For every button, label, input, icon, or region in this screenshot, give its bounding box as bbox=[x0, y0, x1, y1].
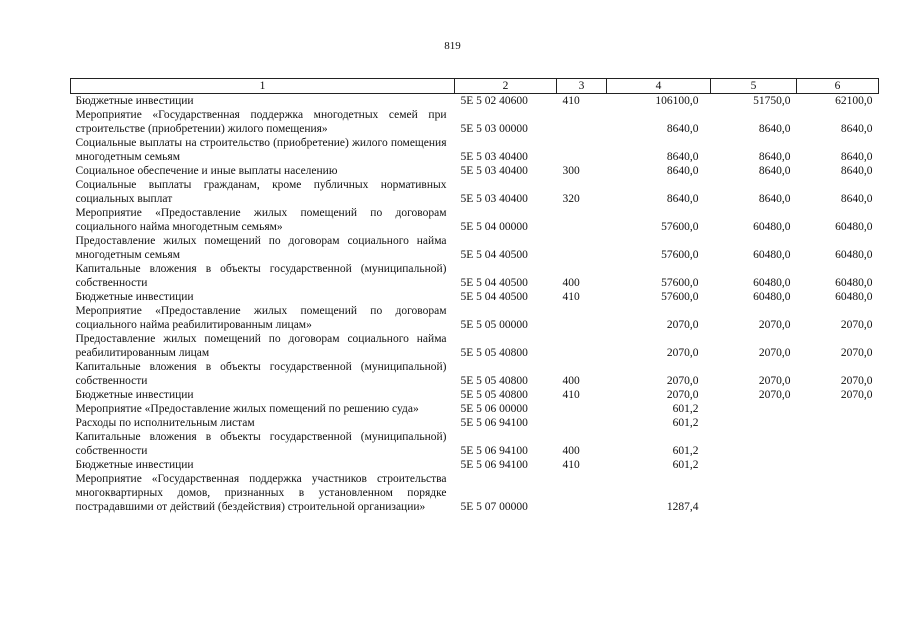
row-value-col6: 60480,0 bbox=[835, 249, 873, 261]
row-name: Расходы по исполнительным листам bbox=[75, 417, 255, 429]
table-row bbox=[71, 458, 879, 472]
row-expense-type bbox=[557, 206, 607, 234]
row-code: 5Е 5 03 00000 bbox=[460, 123, 528, 135]
row-expense-type bbox=[557, 402, 607, 416]
row-name: Капитальные вложения в объекты государственной (муниципальной) собственности bbox=[75, 361, 447, 387]
row-expense-type: 410 bbox=[562, 389, 580, 401]
row-name: Социальные выплаты гражданам, кроме публичных нормативных социальных выплат bbox=[75, 179, 447, 205]
budget-table bbox=[70, 78, 879, 514]
row-value-col6: 8640,0 bbox=[840, 193, 873, 205]
row-value-col5: 2070,0 bbox=[758, 375, 791, 387]
row-value-col4: 601,2 bbox=[672, 417, 699, 429]
row-value-col4: 1287,4 bbox=[666, 501, 699, 513]
row-value-col6: 60480,0 bbox=[835, 221, 873, 233]
table-row bbox=[71, 178, 879, 206]
row-value-col5: 60480,0 bbox=[753, 221, 791, 233]
row-value-col5 bbox=[711, 472, 797, 514]
row-name: Бюджетные инвестиции bbox=[75, 389, 194, 401]
row-value-col4: 8640,0 bbox=[666, 193, 699, 205]
row-value-col4: 601,2 bbox=[672, 445, 699, 457]
row-value-col5: 60480,0 bbox=[753, 249, 791, 261]
row-code: 5Е 5 03 40400 bbox=[460, 151, 528, 163]
row-value-col6 bbox=[797, 416, 879, 430]
row-value-col4: 8640,0 bbox=[666, 165, 699, 177]
table-row bbox=[71, 402, 879, 416]
row-code: 5Е 5 06 94100 bbox=[460, 445, 528, 457]
table-row bbox=[71, 360, 879, 388]
row-value-col4: 2070,0 bbox=[666, 347, 699, 359]
row-code: 5Е 5 05 00000 bbox=[460, 319, 528, 331]
row-value-col5: 2070,0 bbox=[758, 347, 791, 359]
row-value-col5: 8640,0 bbox=[758, 123, 791, 135]
row-name: Мероприятие «Предоставление жилых помещений по договорам социального найма реабилитированным лицам» bbox=[75, 305, 447, 331]
header-col-1: 1 bbox=[71, 79, 455, 94]
table-row bbox=[71, 332, 879, 360]
row-value-col6: 8640,0 bbox=[840, 123, 873, 135]
header-col-4: 4 bbox=[607, 79, 711, 94]
header-col-6: 6 bbox=[797, 79, 879, 94]
row-value-col5: 2070,0 bbox=[758, 389, 791, 401]
row-value-col6: 8640,0 bbox=[840, 165, 873, 177]
row-code: 5Е 5 06 94100 bbox=[460, 417, 528, 429]
row-expense-type bbox=[557, 416, 607, 430]
table-row bbox=[71, 206, 879, 234]
row-code: 5Е 5 03 40400 bbox=[460, 193, 528, 205]
row-value-col6: 2070,0 bbox=[840, 375, 873, 387]
row-code: 5Е 5 07 00000 bbox=[460, 501, 528, 513]
table-body bbox=[71, 94, 879, 515]
row-name: Социальные выплаты на строительство (приобретение) жилого помещения многодетным семьям bbox=[75, 137, 447, 163]
row-value-col4: 57600,0 bbox=[661, 221, 699, 233]
row-expense-type: 320 bbox=[562, 193, 580, 205]
table-row bbox=[71, 108, 879, 136]
row-expense-type: 410 bbox=[562, 459, 580, 471]
header-row bbox=[71, 79, 879, 94]
row-name: Капитальные вложения в объекты государственной (муниципальной) собственности bbox=[75, 431, 447, 457]
row-value-col6: 2070,0 bbox=[840, 347, 873, 359]
row-value-col4: 601,2 bbox=[672, 403, 699, 415]
row-value-col4: 2070,0 bbox=[666, 389, 699, 401]
row-code: 5Е 5 04 40500 bbox=[460, 277, 528, 289]
row-expense-type: 400 bbox=[562, 277, 580, 289]
row-name: Мероприятие «Государственная поддержка участников строительства многоквартирных домов, признанных в установленном порядке пострадавшими от действий (бездействия) строительной организации» bbox=[75, 473, 447, 513]
row-value-col6 bbox=[797, 458, 879, 472]
table-row bbox=[71, 290, 879, 304]
row-value-col4: 57600,0 bbox=[661, 249, 699, 261]
row-code: 5Е 5 06 94100 bbox=[460, 459, 528, 471]
header-col-3: 3 bbox=[557, 79, 607, 94]
table-row bbox=[71, 164, 879, 178]
page-number: 819 bbox=[444, 40, 461, 52]
row-expense-type bbox=[557, 472, 607, 514]
row-code: 5Е 5 04 00000 bbox=[460, 221, 528, 233]
row-value-col5 bbox=[711, 416, 797, 430]
row-name: Мероприятие «Предоставление жилых помещений по договорам социального найма многодетным семьям» bbox=[75, 207, 447, 233]
row-expense-type: 400 bbox=[562, 445, 580, 457]
row-name: Социальное обеспечение и иные выплаты населению bbox=[75, 165, 338, 177]
row-value-col6 bbox=[797, 402, 879, 416]
row-value-col6: 62100,0 bbox=[835, 95, 873, 107]
table-row bbox=[71, 262, 879, 290]
row-code: 5Е 5 02 40600 bbox=[460, 95, 528, 107]
row-value-col4: 601,2 bbox=[672, 459, 699, 471]
row-expense-type bbox=[557, 332, 607, 360]
row-value-col4: 106100,0 bbox=[655, 95, 699, 107]
table-row bbox=[71, 94, 879, 109]
header-col-5: 5 bbox=[711, 79, 797, 94]
row-name: Бюджетные инвестиции bbox=[75, 95, 194, 107]
row-name: Бюджетные инвестиции bbox=[75, 459, 194, 471]
table-row bbox=[71, 430, 879, 458]
row-value-col6: 2070,0 bbox=[840, 319, 873, 331]
row-value-col6: 2070,0 bbox=[840, 389, 873, 401]
row-value-col4: 2070,0 bbox=[666, 319, 699, 331]
row-name: Мероприятие «Предоставление жилых помещений по решению суда» bbox=[75, 403, 419, 415]
table-row bbox=[71, 304, 879, 332]
row-value-col4: 57600,0 bbox=[661, 291, 699, 303]
row-value-col6 bbox=[797, 430, 879, 458]
row-expense-type bbox=[557, 108, 607, 136]
row-expense-type bbox=[557, 234, 607, 262]
row-value-col4: 57600,0 bbox=[661, 277, 699, 289]
row-code: 5Е 5 05 40800 bbox=[460, 375, 528, 387]
table-row bbox=[71, 472, 879, 514]
row-value-col5: 60480,0 bbox=[753, 291, 791, 303]
row-value-col5 bbox=[711, 430, 797, 458]
row-name: Предоставление жилых помещений по договорам социального найма реабилитированным лицам bbox=[75, 333, 447, 359]
row-value-col5: 60480,0 bbox=[753, 277, 791, 289]
table-row bbox=[71, 416, 879, 430]
row-expense-type: 400 bbox=[562, 375, 580, 387]
row-name: Предоставление жилых помещений по договорам социального найма многодетным семьям bbox=[75, 235, 447, 261]
row-code: 5Е 5 05 40800 bbox=[460, 347, 528, 359]
row-value-col6 bbox=[797, 472, 879, 514]
table-row bbox=[71, 234, 879, 262]
row-value-col5: 51750,0 bbox=[753, 95, 791, 107]
row-expense-type bbox=[557, 304, 607, 332]
row-expense-type: 410 bbox=[562, 291, 580, 303]
row-name: Мероприятие «Государственная поддержка многодетных семей при строительстве (приобретении) жилого помещения» bbox=[75, 109, 447, 135]
table-row bbox=[71, 388, 879, 402]
row-value-col6: 60480,0 bbox=[835, 277, 873, 289]
row-code: 5Е 5 06 00000 bbox=[460, 403, 528, 415]
row-value-col4: 8640,0 bbox=[666, 123, 699, 135]
row-value-col5 bbox=[711, 458, 797, 472]
row-expense-type: 300 bbox=[562, 165, 580, 177]
row-value-col4: 8640,0 bbox=[666, 151, 699, 163]
header-col-2: 2 bbox=[455, 79, 557, 94]
row-name: Бюджетные инвестиции bbox=[75, 291, 194, 303]
row-code: 5Е 5 04 40500 bbox=[460, 291, 528, 303]
row-code: 5Е 5 04 40500 bbox=[460, 249, 528, 261]
row-value-col5: 2070,0 bbox=[758, 319, 791, 331]
row-name: Капитальные вложения в объекты государственной (муниципальной) собственности bbox=[75, 263, 447, 289]
row-value-col5 bbox=[711, 402, 797, 416]
row-expense-type: 410 bbox=[562, 95, 580, 107]
row-value-col6: 8640,0 bbox=[840, 151, 873, 163]
row-value-col5: 8640,0 bbox=[758, 165, 791, 177]
row-code: 5Е 5 03 40400 bbox=[460, 165, 528, 177]
row-expense-type bbox=[557, 136, 607, 164]
row-code: 5Е 5 05 40800 bbox=[460, 389, 528, 401]
row-value-col5: 8640,0 bbox=[758, 193, 791, 205]
row-value-col6: 60480,0 bbox=[835, 291, 873, 303]
row-value-col4: 2070,0 bbox=[666, 375, 699, 387]
row-value-col5: 8640,0 bbox=[758, 151, 791, 163]
table-row bbox=[71, 136, 879, 164]
